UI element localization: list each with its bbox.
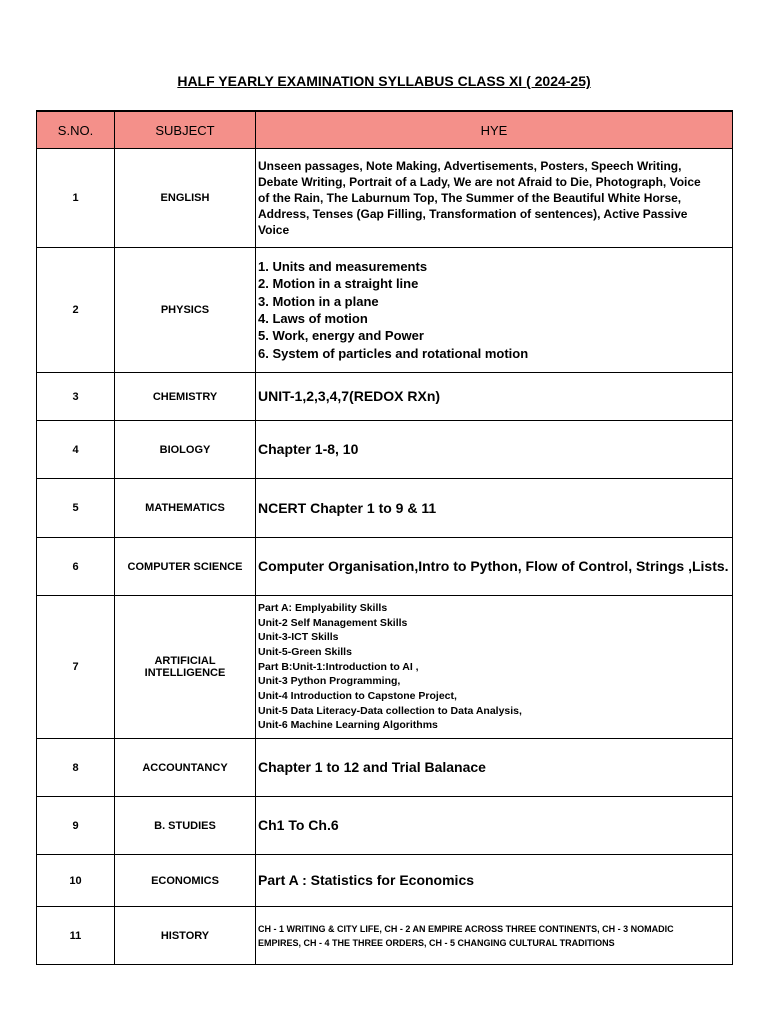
row-subject: COMPUTER SCIENCE	[115, 538, 256, 596]
hye-line: Unit-3-ICT Skills	[258, 631, 339, 644]
hye-line: of the Rain, The Laburnum Top, The Summer of the Beautiful White Horse,	[258, 191, 682, 205]
table-row	[37, 149, 733, 248]
hye-line: 6. System of particles and rotational motion	[258, 345, 529, 361]
row-subject	[115, 596, 256, 739]
column-header-sno: S.NO.	[37, 111, 115, 149]
hye-line: Unit-5 Data Literacy-Data collection to Data Analysis,	[258, 704, 522, 717]
hye-line: Unit-5-Green Skills	[258, 645, 352, 658]
row-hye	[256, 596, 733, 739]
table-row	[37, 855, 733, 907]
row-sno: 2	[37, 248, 115, 373]
row-hye	[256, 248, 733, 373]
hye-line: 4. Laws of motion	[258, 311, 368, 326]
subject-line: ARTIFICIAL	[154, 655, 216, 667]
syllabus-table	[36, 110, 733, 965]
table-header-row	[37, 111, 733, 149]
row-subject: HISTORY	[115, 907, 256, 965]
row-subject: MATHEMATICS	[115, 479, 256, 538]
table-row	[37, 739, 733, 797]
hye-line: 5. Work, energy and Power	[258, 328, 424, 344]
hye-line: Unit-3 Python Programming,	[258, 675, 401, 688]
table-row	[37, 907, 733, 965]
hye-line: NCERT Chapter 1 to 9 & 11	[258, 499, 437, 516]
row-hye	[256, 739, 733, 797]
hye-line: Unseen passages, Note Making, Advertisements, Posters, Speech Writing,	[258, 159, 682, 173]
table-row	[37, 373, 733, 421]
hye-line: 1. Units and measurements	[258, 258, 428, 274]
column-header-hye: HYE	[256, 111, 733, 149]
hye-line: Debate Writing, Portrait of a Lady, We are not Afraid to Die, Photograph, Voice	[258, 175, 701, 189]
table-row	[37, 797, 733, 855]
row-subject: PHYSICS	[115, 248, 256, 373]
row-hye	[256, 479, 733, 538]
row-subject: B. STUDIES	[115, 797, 256, 855]
hye-line: EMPIRES, CH - 4 THE THREE ORDERS, CH - 5 CHANGING CULTURAL TRADITIONS	[258, 937, 615, 948]
row-sno: 3	[37, 373, 115, 421]
table-row	[37, 421, 733, 479]
row-sno: 8	[37, 739, 115, 797]
row-subject: ECONOMICS	[115, 855, 256, 907]
row-hye	[256, 421, 733, 479]
row-sno: 7	[37, 596, 115, 739]
row-sno: 10	[37, 855, 115, 907]
hye-line: Chapter 1-8, 10	[258, 441, 359, 457]
hye-line: 2. Motion in a straight line	[258, 276, 419, 292]
row-sno: 9	[37, 797, 115, 855]
row-sno: 11	[37, 907, 115, 965]
row-subject: ACCOUNTANCY	[115, 739, 256, 797]
row-sno: 4	[37, 421, 115, 479]
hye-line: Voice	[258, 223, 290, 237]
row-hye	[256, 149, 733, 248]
table-row	[37, 538, 733, 596]
row-hye	[256, 538, 733, 596]
row-sno: 1	[37, 149, 115, 248]
table-row	[37, 248, 733, 373]
hye-line: Ch1 To Ch.6	[258, 817, 339, 833]
hye-line: 3. Motion in a plane	[258, 293, 379, 309]
document-title	[0, 73, 768, 89]
hye-line: Part A: Emplyability Skills	[258, 601, 388, 614]
row-subject: ENGLISH	[115, 149, 256, 248]
row-hye	[256, 797, 733, 855]
hye-line: Chapter 1 to 12 and Trial Balanace	[258, 759, 486, 775]
row-subject: CHEMISTRY	[115, 373, 256, 421]
subject-line: INTELLIGENCE	[144, 667, 226, 679]
hye-line: Unit-4 Introduction to Capstone Project,	[258, 690, 457, 703]
hye-line: Part A : Statistics for Economics	[258, 872, 475, 888]
row-sno: 6	[37, 538, 115, 596]
hye-line: Part B:Unit-1:Introduction to AI ,	[258, 660, 419, 673]
hye-line: Unit-2 Self Management Skills	[258, 616, 408, 629]
column-header-subject: SUBJECT	[115, 111, 256, 149]
hye-line: UNIT-1,2,3,4,7(REDOX RXn)	[258, 388, 441, 404]
hye-line: CH - 1 WRITING & CITY LIFE, CH - 2 AN EMPIRE ACROSS THREE CONTINENTS, CH - 3 NOMADIC	[258, 923, 674, 934]
row-hye	[256, 907, 733, 965]
hye-line: Computer Organisation,Intro to Python, Flow of Control, Strings ,Lists.	[258, 558, 729, 574]
row-hye	[256, 373, 733, 421]
document-title-text: HALF YEARLY EXAMINATION SYLLABUS CLASS XI ( 2024-25)	[177, 73, 591, 89]
table-row	[37, 596, 733, 739]
hye-line: Address, Tenses (Gap Filling, Transformation of sentences), Active Passive	[258, 207, 688, 221]
table-row	[37, 479, 733, 538]
hye-line: Unit-6 Machine Learning Algorithms	[258, 719, 438, 732]
row-hye	[256, 855, 733, 907]
row-subject: BIOLOGY	[115, 421, 256, 479]
row-sno: 5	[37, 479, 115, 538]
